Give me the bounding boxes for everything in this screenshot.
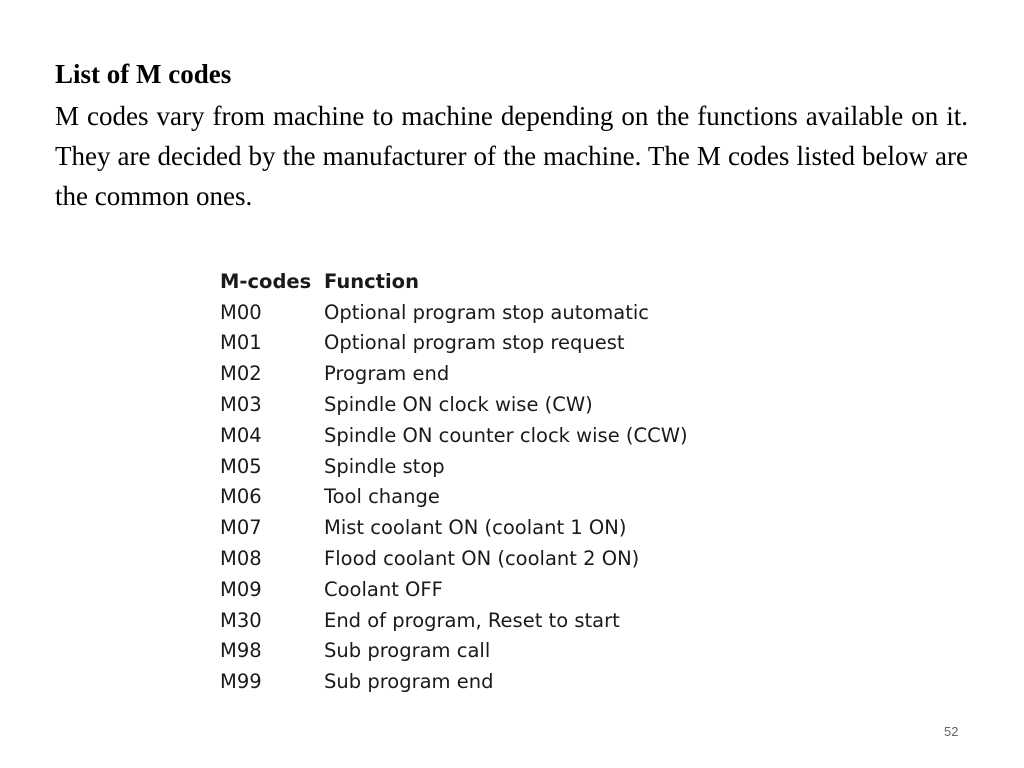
header-function: Function bbox=[324, 269, 419, 293]
table-row bbox=[220, 297, 688, 328]
function-cell: Spindle ON counter clock wise (CCW) bbox=[324, 423, 688, 447]
m-code-cell: M04 bbox=[220, 423, 262, 447]
table-row bbox=[220, 666, 688, 697]
table-row bbox=[220, 420, 688, 451]
table-row bbox=[220, 605, 688, 636]
function-cell: Spindle ON clock wise (CW) bbox=[324, 393, 593, 417]
function-cell: Coolant OFF bbox=[324, 577, 443, 601]
function-cell: Optional program stop request bbox=[324, 331, 625, 355]
m-code-cell: M09 bbox=[220, 577, 262, 601]
table-row bbox=[220, 328, 688, 359]
m-code-cell: M30 bbox=[220, 608, 262, 632]
function-cell: End of program, Reset to start bbox=[324, 608, 620, 632]
table-row bbox=[220, 451, 688, 482]
m-code-cell: M00 bbox=[220, 300, 262, 324]
function-cell: Sub program end bbox=[324, 670, 494, 694]
function-cell: Spindle stop bbox=[324, 454, 445, 478]
function-cell: Flood coolant ON (coolant 2 ON) bbox=[324, 547, 640, 571]
header-m-codes: M-codes bbox=[220, 269, 312, 293]
m-code-cell: M98 bbox=[220, 639, 262, 663]
table-row bbox=[220, 512, 688, 543]
page-number: 52 bbox=[944, 724, 959, 739]
table-row bbox=[220, 482, 688, 513]
function-cell: Tool change bbox=[324, 485, 440, 509]
function-cell: Program end bbox=[324, 362, 450, 386]
m-code-cell: M03 bbox=[220, 393, 262, 417]
slide-title: List of M codes bbox=[55, 59, 232, 89]
table-row bbox=[220, 358, 688, 389]
m-code-cell: M08 bbox=[220, 547, 262, 571]
m-code-cell: M99 bbox=[220, 670, 262, 694]
table-row bbox=[220, 389, 688, 420]
function-cell: Optional program stop automatic bbox=[324, 300, 650, 324]
table-row bbox=[220, 543, 688, 574]
m-code-cell: M05 bbox=[220, 454, 262, 478]
m-code-cell: M07 bbox=[220, 516, 262, 540]
table-header-row bbox=[220, 266, 688, 297]
m-code-cell: M02 bbox=[220, 362, 262, 386]
intro-paragraph: M codes vary from machine to machine depending on the functions available on it. They are decided by the manufacturer of the machine. The M codes listed below are the common ones. bbox=[55, 101, 968, 211]
function-cell: Mist coolant ON (coolant 1 ON) bbox=[324, 516, 627, 540]
m-code-cell: M01 bbox=[220, 331, 262, 355]
table-row bbox=[220, 636, 688, 667]
m-codes-table bbox=[220, 266, 688, 697]
function-cell: Sub program call bbox=[324, 639, 491, 663]
table-row bbox=[220, 574, 688, 605]
m-code-cell: M06 bbox=[220, 485, 262, 509]
